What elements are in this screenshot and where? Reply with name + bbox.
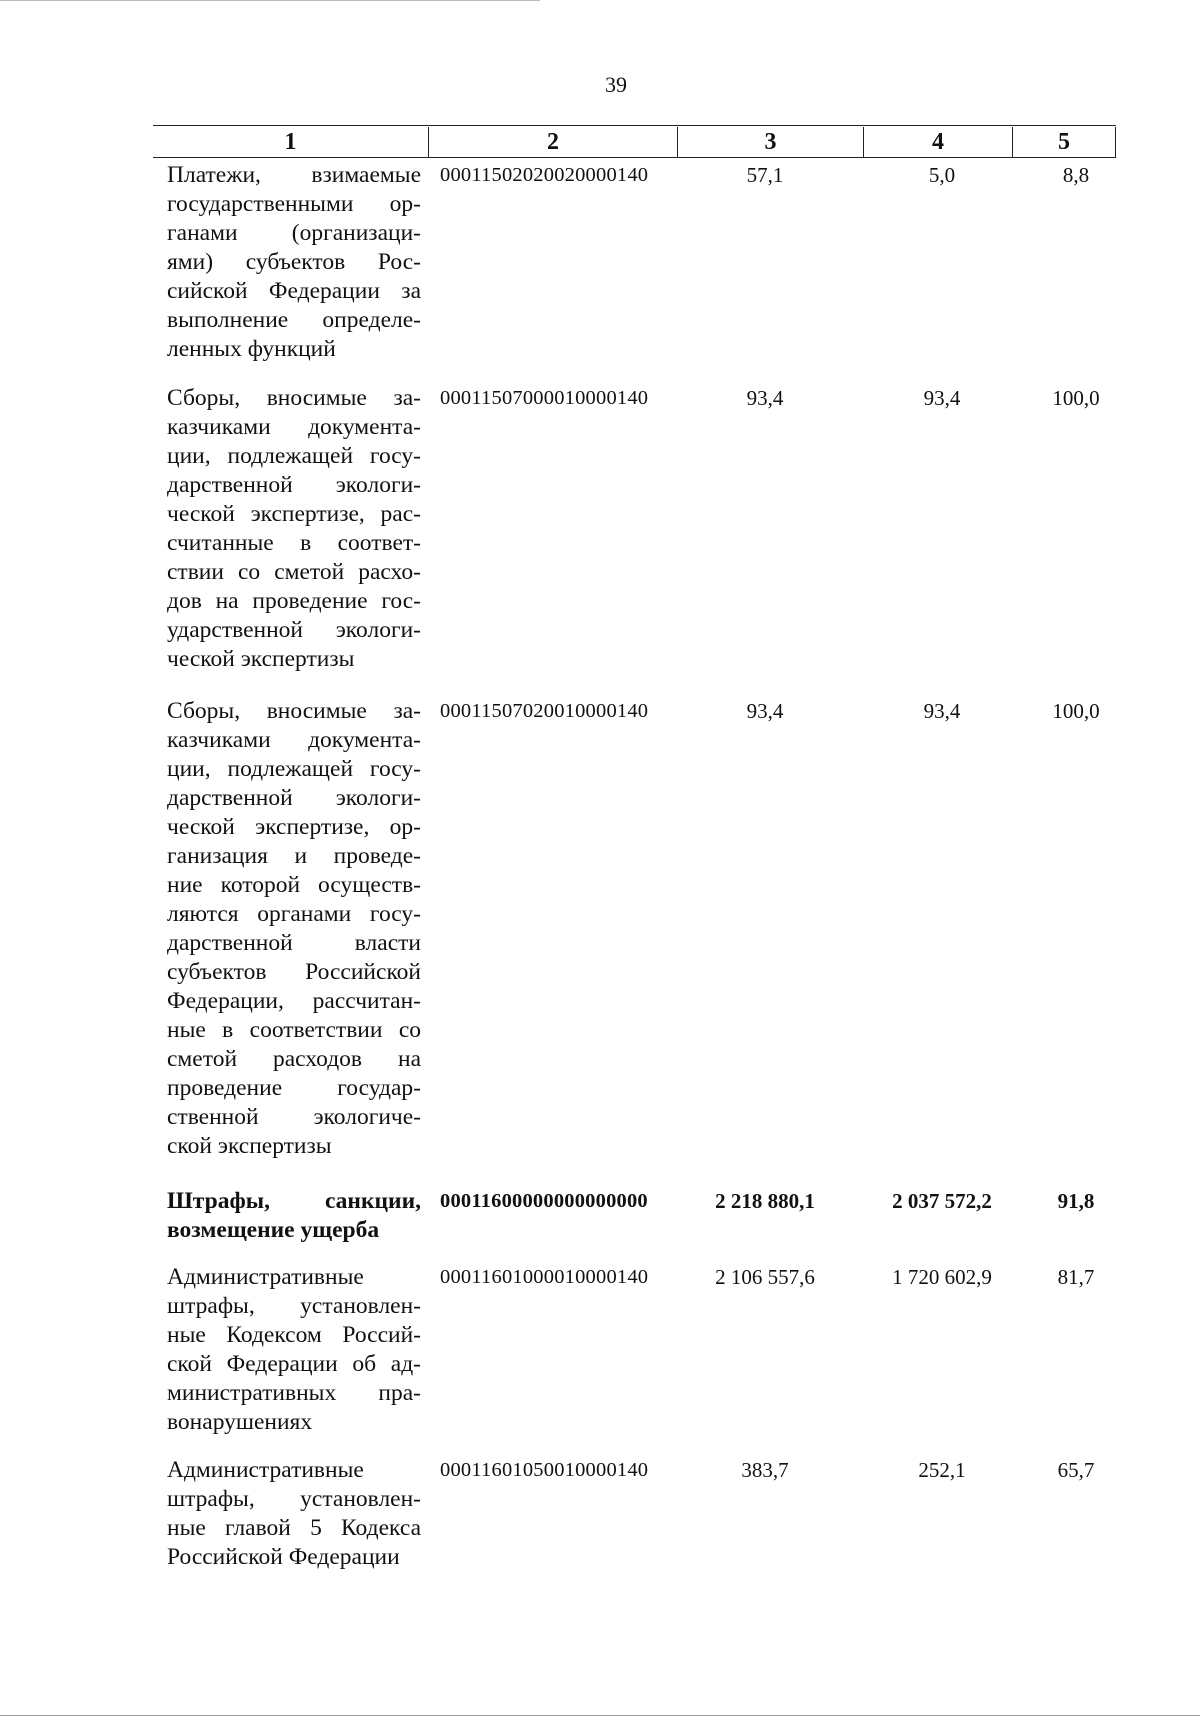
row-description-line: проведение государ-: [167, 1075, 421, 1101]
row-description-line: ганами (организаци-: [167, 220, 421, 246]
column-header-2: 2: [428, 127, 677, 158]
row-description-line: ственной экологиче-: [167, 1104, 421, 1130]
row-description-line: министративных пра-: [167, 1380, 421, 1406]
row-description: [167, 697, 421, 1161]
row-value-col-5: 100,0: [1052, 699, 1100, 723]
row-description-line: ции, подлежащей госу-: [167, 756, 421, 782]
row-value-col-3: 93,4: [746, 386, 784, 410]
row-description-line: Сборы, вносимые за-: [167, 698, 421, 724]
row-description-line: дарственной экологи-: [167, 472, 421, 498]
row-description-line: сметой расходов на: [167, 1046, 421, 1072]
row-description-line: ческой экспертизе, ор-: [167, 814, 421, 840]
row-description-line: ганизация и проведе-: [167, 843, 421, 869]
row-value-col-4: 2 037 572,2: [892, 1189, 992, 1213]
row-value-col-5: 91,8: [1057, 1189, 1095, 1213]
column-header-5: 5: [1012, 127, 1116, 158]
row-code: 00011601050010000140: [440, 1459, 649, 1481]
table-top-rule: [153, 125, 1116, 126]
row-value-col-3: 57,1: [746, 163, 784, 187]
row-description-line: Штрафы, санкции,: [167, 1188, 421, 1214]
row-value-col-3: 2 106 557,6: [715, 1265, 815, 1289]
row-description-line: казчиками документа-: [167, 727, 421, 753]
row-description: [167, 161, 421, 364]
row-description-line: Сборы, вносимые за-: [167, 385, 421, 411]
row-value-col-4: 5,0: [928, 163, 956, 187]
scan-edge-top: [0, 0, 540, 1]
row-description-line: выполнение определе-: [167, 307, 421, 333]
row-description-line: Федерации, рассчитан-: [167, 988, 421, 1014]
row-description-line: ные Кодексом Россий-: [167, 1322, 421, 1348]
row-description-line: государственными ор-: [167, 191, 421, 217]
row-code: 00011507020010000140: [440, 700, 649, 722]
row-description: [167, 1187, 421, 1245]
row-description-line: считанные в соответ-: [167, 530, 421, 556]
row-description-line: ской экспертизы: [167, 1133, 332, 1159]
row-value-col-5: 8,8: [1062, 163, 1090, 187]
row-code: 00011600000000000000: [440, 1190, 648, 1212]
row-description-line: ударственной экологи-: [167, 617, 421, 643]
row-description: [167, 1456, 421, 1572]
row-value-col-5: 81,7: [1057, 1265, 1095, 1289]
row-value-col-4: 1 720 602,9: [892, 1265, 992, 1289]
row-value-col-4: 93,4: [923, 386, 961, 410]
row-value-col-4: 93,4: [923, 699, 961, 723]
row-description-line: Административные: [167, 1457, 364, 1483]
row-description-line: вонарушениях: [167, 1409, 313, 1435]
row-description-line: ями) субъектов Рос-: [167, 249, 421, 275]
row-description-line: ные главой 5 Кодекса: [167, 1515, 421, 1541]
row-description-line: штрафы, установлен-: [167, 1486, 421, 1512]
row-value-col-4: 252,1: [918, 1458, 966, 1482]
row-value-col-3: 93,4: [746, 699, 784, 723]
column-header-3: 3: [677, 127, 863, 158]
row-description-line: ляются органами госу-: [167, 901, 421, 927]
row-description: [167, 384, 421, 674]
row-value-col-3: 383,7: [741, 1458, 789, 1482]
row-description-line: Российской Федерации: [167, 1544, 400, 1570]
row-description-line: штрафы, установлен-: [167, 1293, 421, 1319]
row-code: 00011507000010000140: [440, 387, 649, 409]
column-header-4: 4: [863, 127, 1012, 158]
row-description-line: ческой экспертизы: [167, 646, 355, 672]
row-description-line: ние которой осуществ-: [167, 872, 421, 898]
row-description-line: дарственной власти: [167, 930, 421, 956]
row-description-line: ческой экспертизе, рас-: [167, 501, 421, 527]
row-description-line: казчиками документа-: [167, 414, 421, 440]
row-description-line: субъектов Российской: [167, 959, 421, 985]
row-description-line: ленных функций: [167, 336, 336, 362]
row-description-line: возмещение ущерба: [167, 1217, 380, 1243]
row-description-line: Платежи, взимаемые: [167, 162, 421, 188]
row-value-col-3: 2 218 880,1: [715, 1189, 815, 1213]
row-description: [167, 1263, 421, 1437]
row-value-col-5: 100,0: [1052, 386, 1100, 410]
column-header-1: 1: [153, 127, 428, 158]
row-description-line: дов на проведение гос-: [167, 588, 421, 614]
page-number: 39: [605, 72, 627, 97]
row-code: 00011601000010000140: [440, 1266, 649, 1288]
row-description-line: ской Федерации об ад-: [167, 1351, 421, 1377]
row-description-line: Административные: [167, 1264, 364, 1290]
row-description-line: сийской Федерации за: [167, 278, 421, 304]
row-description-line: дарственной экологи-: [167, 785, 421, 811]
row-description-line: ствии со сметой расхо-: [167, 559, 421, 585]
row-description-line: ции, подлежащей госу-: [167, 443, 421, 469]
row-description-line: ные в соответствии со: [167, 1017, 421, 1043]
row-code: 00011502020020000140: [440, 164, 649, 186]
scan-edge-bottom: [0, 1715, 1200, 1716]
row-value-col-5: 65,7: [1057, 1458, 1095, 1482]
